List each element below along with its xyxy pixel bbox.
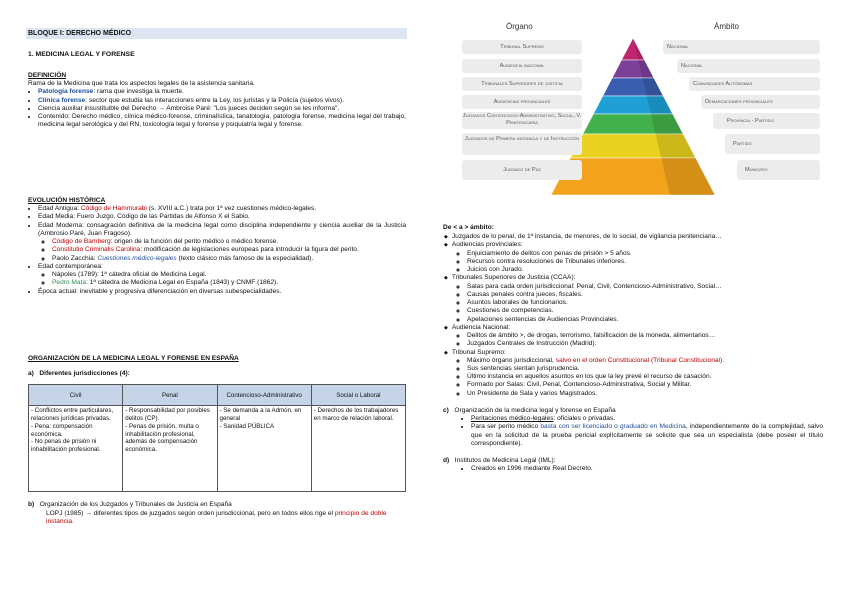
list-item: • Época actual: inevitable y progresiva diferenciación en diversas subespecialidades.: [38, 288, 406, 296]
list-item: • Edad Antigua: Código de Hammurabi (s. XVIII a.C.) trata por 1ª vez cuestiones médico-legales.: [38, 205, 406, 213]
table-cell: - Responsabilidad por posibles delitos (CP). - Penas de prisión, multa o inhabilitación profesional, además de compensación económica.: [123, 406, 217, 492]
list-item: ◦ Enjuiciamiento de delitos con penas de prisión > 5 años.: [467, 250, 823, 258]
ambito-section: [443, 224, 823, 474]
ambito-label: Comunidades Autónomas: [689, 77, 820, 91]
list-item: • Peritaciones médico-legales: oficiales o privadas.: [471, 415, 823, 423]
list-item: ◦ Un Presidente de Sala y varios Magistrados.: [467, 390, 823, 398]
pyramid-layer-shade: [647, 96, 673, 114]
list-item: ◦ Máximo órgano jurisdiccional, salvo en el orden Constitucional (Tribunal Constitucional).: [467, 357, 823, 365]
list-item: • Creados en 1996 mediante Real Decreto.: [471, 465, 823, 473]
list-item: ◦ Formado por Salas: Civil, Penal, Contencioso-Administrativa, Social y Militar.: [467, 381, 823, 389]
ambito-label: Demarcaciones provinciales: [701, 95, 820, 109]
list-item: ◦ Pedro Mata: 1ª cátedra de Medicina Legal en España (1843) y CNMF (1862).: [52, 279, 406, 287]
table-header: Penal: [123, 385, 217, 406]
organo-label: Juzgado de Paz: [462, 160, 582, 180]
evolucion-heading: EVOLUCIÓN HISTÓRICA: [28, 197, 106, 204]
organo-label: Audiencia nacional: [462, 59, 582, 73]
list-item: ◦ Delitos de ámbito >, de drogas, terrorismo, falsificación de la moneda, alimentarios…: [467, 332, 823, 340]
juzgados-title: b) Organización de los Juzgados y Tribunales de Justicia en España: [28, 501, 232, 509]
ambito-label: Partido: [725, 134, 820, 154]
list-item: ◦ Paolo Zacchia: Cuestiones médico-legales (texto clásico más famoso de la especialidad).: [52, 255, 406, 263]
block-title: BLOQUE I: DERECHO MÉDICO: [28, 30, 132, 37]
organo-label: Juzgados Contencioso-Administrativo, Social, V. Penitenciaria: [462, 112, 582, 129]
organo-header: Órgano: [506, 22, 533, 31]
list-item: ◦ Cuestiones de competencias.: [467, 307, 823, 315]
list-item: ◦ Causas penales contra jueces, fiscales.: [467, 291, 823, 299]
list-item: ◦ Constitutio Criminalis Carolina: modificación de legislaciones europeas para introducir la figura del perito.: [52, 246, 406, 254]
list-item: ◆ Audiencias provinciales: ◦ Enjuiciamiento de delitos con penas de prisión > 5 años. ◦ Recursos contra resoluciones de Tribunales inferiores. ◦ Juicios con Jurado.: [453, 241, 823, 274]
list-item: ◦ Salas para cada orden jurisdiccional: Penal, Civil, Contencioso-Administrativo, Social…: [467, 283, 823, 291]
list-item: ◦ Apelaciones sentencias de Audiencias Provinciales.: [467, 316, 823, 324]
organo-label: Juzgados de Primera instancia y de Instrucción: [462, 133, 582, 155]
list-item: ◦ Asuntos laborales de funcionarios.: [467, 299, 823, 307]
list-item: ◦ Sus sentencias sientan jurisprudencia.: [467, 365, 823, 373]
organo-label: Tribunales Superiores de justicia: [462, 77, 582, 91]
ambito-label: Municipio: [737, 160, 820, 180]
table-header: Social o Laboral: [311, 385, 405, 406]
table-header: Civil: [29, 385, 123, 406]
definicion-section: [28, 72, 406, 130]
ambito-intro: De < a > ámbito:: [443, 224, 494, 231]
table-cell: - Conflictos entre particulares, relaciones jurídicas privadas. - Pena: compensación económica. - No penas de prisión ni inhabilitación profesional.: [29, 406, 123, 492]
ambito-label: Nacional: [677, 59, 820, 73]
ambito-label: Provincia - Partido: [713, 113, 820, 129]
juzgados-text: LOPJ (1985) → diferentes tipos de juzgados según orden jurisdiccional, pero en todos ellos rige el principio de doble instancia.: [46, 509, 387, 525]
list-item: • Contenido: Derecho médico, clínica médico-forense, criminalística, tanatología, patología forense, medicina legal del trabajo, medicina legal serológica y del RN, toxicología legal y forense y psiquiatría legal y forense.: [38, 113, 406, 129]
list-item: ◦ Juicios con Jurado.: [467, 266, 823, 274]
organo-label: Tribunal Supremo: [462, 40, 582, 54]
evolucion-section: [28, 197, 406, 296]
section-d-title: d) Institutos de Medicina Legal (IML):: [443, 457, 556, 465]
definicion-intro: Rama de la Medicina que trata los aspectos legales de la asistencia sanitaria.: [28, 80, 255, 88]
pyramid-layer-shade: [661, 158, 715, 195]
table-cell: - Se demanda a la Admón. en general - Sanidad PÚBLICA: [217, 406, 311, 492]
list-item: • Edad contemporánea: ◦ Nápoles (1789): 1ª cátedra oficial de Medicina Legal. ◦ Pedro Mata: 1ª cátedra de Medicina Legal en España (1843) y CNMF (1862).: [38, 263, 406, 288]
list-item: ◦ Código de Bamberg: origen de la función del perito médico o médico forense.: [52, 238, 406, 246]
list-item: ◆ Tribunal Supremo: ◦ Máximo órgano jurisdiccional, salvo en el orden Constitucional (Tribunal Constitucional). ◦ Sus sentencias sientan jurisprudencia. ◦ Último instancia en aquellos asuntos en los que la ley prevé el recurso de casación. ◦ Formado por Salas: Civil, Penal, Contencioso-Administrativa, Social y Militar. ◦ Un Presidente de Sala y varios Magistrados.: [453, 349, 823, 398]
pyramid-layer-shade: [651, 114, 683, 134]
jurisdicciones-title: a) Diferentes jurisdicciones (4):: [28, 370, 130, 378]
list-item: • Ciencia auxiliar insustituible del Derecho → Ambroise Paré: "Los jueces deciden según se les informa".: [38, 105, 406, 113]
organizacion-heading: ORGANIZACIÓN DE LA MEDICINA LEGAL Y FORENSE EN ESPAÑA: [28, 355, 239, 362]
organizacion-section: [28, 355, 408, 526]
list-item: • Para ser perito médico basta con ser licenciado o graduado en Medicina, independientemente de la complejidad, salvo que en la solicitud de la prueba pericial explícitamente se solicite que sea un especialista (debe poseer el título correspondiente).: [471, 423, 823, 448]
list-item: ◆ Audiencia Nacional: ◦ Delitos de ámbito >, de drogas, terrorismo, falsificación de la moneda, alimentarios… ◦ Juzgados Centrales de Instrucción (Madrid).: [453, 324, 823, 349]
table-cell: - Derechos de los trabajadores en marco de relación laboral.: [311, 406, 405, 492]
list-item: ◦ Juzgados Centrales de Instrucción (Madrid).: [467, 340, 823, 348]
list-item: ◆ Tribunales Superiores de Justicia (CCAA): ◦ Salas para cada orden jurisdiccional: Penal, Civil, Contencioso-Administrativo, Social… ◦ Causas penales contra jueces, fiscales. ◦ Asuntos laborales de funcionarios. ◦ Cuestiones de competencias. ◦ Apelaciones sentencias de Audiencias Provinciales.: [453, 274, 823, 323]
list-item: • Edad Moderna: consagración definitiva de la medicina legal como disciplina independiente y ciencia auxiliar de la Justicia (Ambrosio Paré, Juan Fragoso). ◦ Código de Bamberg: origen de la función del perito médico o médico forense. ◦ Constitutio Criminalis Carolina: modificación de legislaciones europeas para introducir la figura del perito. ◦ Paolo Zacchia: Cuestiones médico-legales (texto clásico más famoso de la especialidad).: [38, 222, 406, 263]
jurisdicciones-table: [28, 384, 406, 492]
block-title-band: [26, 28, 407, 39]
section-c-title: c) Organización de la medicina legal y forense en España: [443, 406, 616, 414]
list-item: • Edad Media: Fuero Juzgo, Código de las Partidas de Alfonso X el Sabio.: [38, 213, 406, 221]
list-item: ◦ Último instancia en aquellos asuntos en los que la ley prevé el recurso de casación.: [467, 373, 823, 381]
list-item: ◦ Nápoles (1789): 1ª cátedra oficial de Medicina Legal.: [52, 271, 406, 279]
list-item: • Patología forense: rama que investiga la muerte.: [38, 88, 406, 96]
ambito-header: Ámbito: [714, 22, 739, 31]
definicion-heading: DEFINICIÓN: [28, 72, 67, 79]
pyramid-figure: [443, 20, 823, 210]
section-title: 1. MEDICINA LEGAL Y FORENSE: [28, 51, 135, 58]
list-item: • Clínica forense: sector que estudia las interacciones entre la Ley, los juristas y la Policía (sujetos vivos).: [38, 97, 406, 105]
list-item: ◆ Juzgados de lo penal, de 1ª instancia, de menores, de lo social, de vigilancia penitenciaria…: [453, 233, 823, 241]
organo-label: Audiencias provinciales: [462, 95, 582, 109]
list-item: ◦ Recursos contra resoluciones de Tribunales inferiores.: [467, 258, 823, 266]
ambito-label: Nacional: [663, 40, 820, 54]
table-header: Contencioso-Administrativo: [217, 385, 311, 406]
